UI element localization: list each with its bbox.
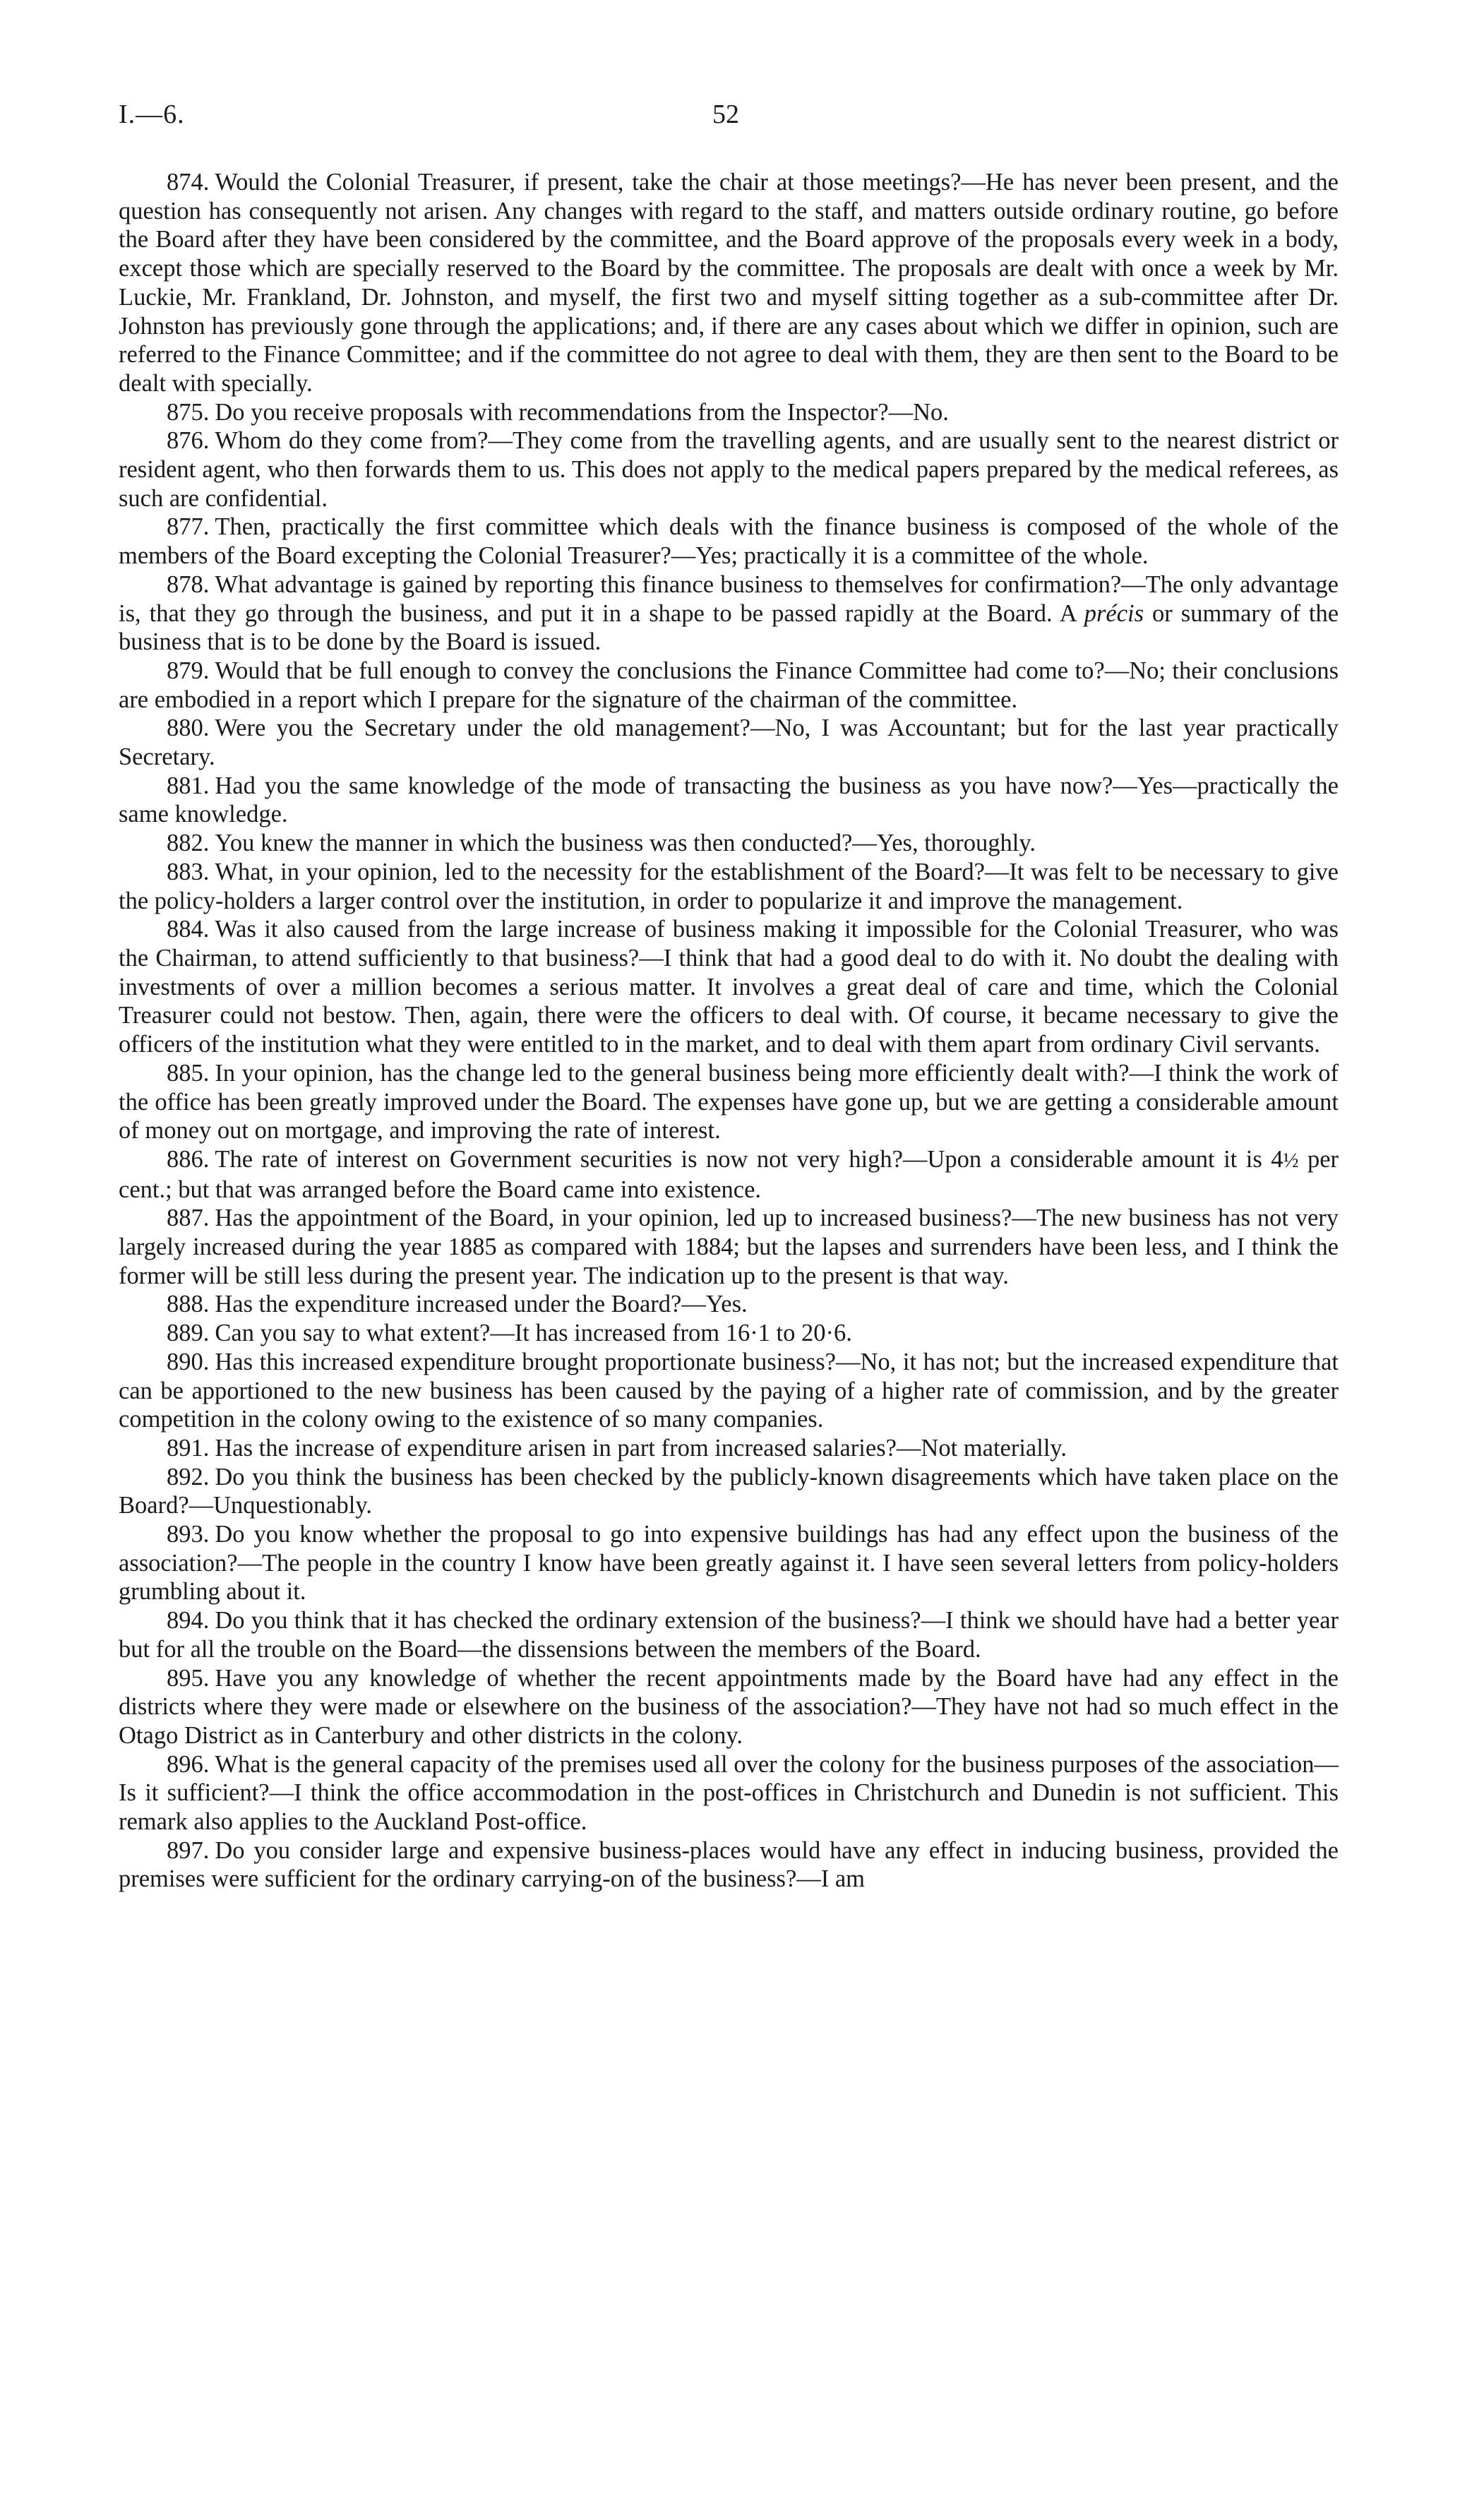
document-reference: I.—6.: [119, 100, 185, 129]
paragraph-text: Can you say to what extent?—It has increased from 16·1 to 20·6.: [215, 1320, 852, 1347]
paragraph-text: Have you any knowledge of whether the recent appointments made by the Board have had any effect in the districts where they were made or elsewhere on the business of the association?—They have not had so much effect in the Otago District as in Canterbury and other districts in the colony.: [119, 1664, 1339, 1749]
paragraph-text-continued: per cent.; but that was arranged before the Board came into existence.: [119, 1145, 1339, 1203]
question-number: 896.: [167, 1750, 210, 1778]
paragraph-text: What, in your opinion, led to the necessity for the establishment of the Board?—It was felt to be necessary to give the policy-holders a larger control over the institution, in order to popularize it and improve the management.: [119, 858, 1339, 914]
question-number: 885.: [167, 1059, 210, 1087]
question-number: 891.: [167, 1434, 210, 1462]
paragraph-text: Has the expenditure increased under the Board?—Yes.: [215, 1291, 748, 1318]
paragraph-text: Were you the Secretary under the old management?—No, I was Accountant; but for the last year practically Secretary.: [119, 715, 1339, 771]
paragraph: [119, 1290, 1339, 1319]
paragraph: [119, 513, 1339, 570]
question-number: 875.: [167, 398, 210, 426]
paragraph-text: Do you know whether the proposal to go into expensive buildings has had any effect upon the business of the association?—The people in the country I know have been greatly against it. I have seen several letters from policy-holders grumbling about it.: [119, 1521, 1339, 1606]
question-number: 892.: [167, 1463, 210, 1490]
question-number: 876.: [167, 427, 210, 455]
question-number: 880.: [167, 715, 210, 742]
paragraph: [119, 570, 1339, 657]
question-number: 895.: [167, 1664, 210, 1692]
question-number: 893.: [167, 1521, 210, 1548]
question-number: 879.: [167, 657, 210, 684]
paragraph-text-continued: or summary of the business that is to be done by the Board is issued.: [119, 599, 1339, 656]
paragraph: [119, 426, 1339, 513]
page-number: 52: [712, 100, 739, 129]
paragraph: [119, 1463, 1339, 1520]
question-number: 888.: [167, 1291, 210, 1318]
paragraph-text: Do you receive proposals with recommendations from the Inspector?—No.: [215, 398, 949, 426]
paragraph: [119, 1750, 1339, 1836]
question-number: 884.: [167, 916, 210, 943]
paragraph-text: Had you the same knowledge of the mode of transacting the business as you have now?—Yes—practically the same knowledge.: [119, 772, 1339, 828]
paragraph-text: Would that be full enough to convey the conclusions the Finance Committee had come to?—No; their conclusions are embodied in a report which I prepare for the signature of the chairman of the committee.: [119, 657, 1339, 713]
question-number: 874.: [167, 169, 210, 196]
paragraph: [119, 1434, 1339, 1463]
paragraph-text: What advantage is gained by reporting this finance business to themselves for confirmation?—The only advantage is, that they go through the business, and put it in a shape to be passed rapidly at the Board. A: [119, 570, 1339, 627]
paragraph: [119, 168, 1339, 398]
paragraph: [119, 1606, 1339, 1663]
paragraph-text: The rate of interest on Government securities is now not very high?—Upon a considerable amount it is 4: [215, 1145, 1283, 1173]
paragraph: [119, 657, 1339, 714]
paragraph: [119, 1319, 1339, 1348]
paragraph: [119, 915, 1339, 1059]
paragraph-text: Would the Colonial Treasurer, if present, take the chair at those meetings?—He has never been present, and the question has consequently not arisen. Any changes with regard to the staff, and matters outside ordinary routine, go before the Board after they have been considered by the committee, and the Board approve of the proposals every week in a body, except those which are specially reserved to the Board by the committee. The proposals are dealt with once a week by Mr. Luckie, Mr. Frankland, Dr. Johnston, and myself, the first two and myself sitting together as a sub-committee after Dr. Johnston has previously gone through the applications; and, if there are any cases about which we differ in opinion, such are referred to the Finance Committee; and if the committee do not agree to deal with them, they are then sent to the Board to be dealt with specially.: [119, 169, 1339, 397]
paragraph-text: You knew the manner in which the business was then conducted?—Yes, thoroughly.: [215, 830, 1036, 857]
question-number: 878.: [167, 570, 210, 598]
paragraph: [119, 1520, 1339, 1606]
paragraph-text: Has the increase of expenditure arisen in part from increased salaries?—Not materially.: [215, 1434, 1067, 1462]
question-number: 877.: [167, 513, 210, 541]
paragraph: [119, 1145, 1339, 1204]
question-number: 881.: [167, 772, 210, 799]
paragraph: [119, 1664, 1339, 1750]
running-head: [119, 99, 1333, 141]
question-number: 889.: [167, 1320, 210, 1347]
paragraph-text: Do you think that it has checked the ordinary extension of the business?—I think we should have had a better year but for all the trouble on the Board—the dissensions between the members of the Board.: [119, 1607, 1339, 1663]
question-number: 883.: [167, 858, 210, 885]
paragraph-text: Has the appointment of the Board, in your opinion, led up to increased business?—The new business has not very largely increased during the year 1885 as compared with 1884; but the lapses and surrenders have been less, and I think the former will be still less during the present year. The indication up to the present is that way.: [119, 1205, 1339, 1289]
body-text: [119, 168, 1339, 1894]
question-number: 886.: [167, 1145, 210, 1173]
question-number: 882.: [167, 830, 210, 857]
paragraph: [119, 829, 1339, 858]
paragraph: [119, 772, 1339, 829]
paragraph-text: What is the general capacity of the premises used all over the colony for the business purposes of the association—Is it sufficient?—I think the office accommodation in the post-offices in Christchurch and Dunedin is not sufficient. This remark also applies to the Auckland Post-office.: [119, 1750, 1339, 1836]
paragraph-text: Whom do they come from?—They come from the travelling agents, and are usually sent to the nearest district or resident agent, who then forwards them to us. This does not apply to the medical papers prepared by the medical referees, as such are confidential.: [119, 427, 1339, 512]
paragraph-text: Do you consider large and expensive business-places would have any effect in inducing business, provided the premises were sufficient for the ordinary carrying-on of the business?—I am: [119, 1836, 1339, 1893]
italic-term: précis: [1084, 599, 1144, 627]
paragraph: [119, 1836, 1339, 1894]
question-number: 890.: [167, 1348, 210, 1375]
paragraph: [119, 1348, 1339, 1434]
paragraph-text: Do you think the business has been checked by the publicly-known disagreements which have taken place on the Board?—Unquestionably.: [119, 1463, 1339, 1519]
paragraph-text: Then, practically the first committee which deals with the finance business is composed of the whole of the members of the Board excepting the Colonial Treasurer?—Yes; practically it is a committee of the whole.: [119, 513, 1339, 570]
question-number: 897.: [167, 1836, 210, 1864]
paragraph: [119, 398, 1339, 427]
paragraph: [119, 1204, 1339, 1290]
paragraph: [119, 858, 1339, 915]
paragraph-text: Was it also caused from the large increase of business making it impossible for the Colonial Treasurer, who was the Chairman, to attend sufficiently to that business?—I think that had a good deal to do with it. No doubt the dealing with investments of over a million becomes a serious matter. It involves a great deal of care and time, which the Colonial Treasurer could not bestow. Then, again, there were the officers to deal with. Of course, it became necessary to give the officers of the institution what they were entitled to in the market, and to deal with them apart from ordinary Civil servants.: [119, 916, 1339, 1058]
paragraph-text: In your opinion, has the change led to the general business being more efficiently dealt with?—I think the work of the office has been greatly improved under the Board. The expenses have gone up, but we are getting a considerable amount of money out on mortgage, and improving the rate of interest.: [119, 1059, 1339, 1145]
paragraph: [119, 714, 1339, 771]
paragraph-text: Has this increased expenditure brought proportionate business?—No, it has not; but the increased expenditure that can be apportioned to the new business has been caused by the paying of a higher rate of commission, and by the greater competition in the colony owing to the existence of so many companies.: [119, 1348, 1339, 1433]
fraction: ½: [1283, 1149, 1299, 1172]
question-number: 887.: [167, 1205, 210, 1232]
question-number: 894.: [167, 1607, 210, 1635]
paragraph: [119, 1059, 1339, 1145]
